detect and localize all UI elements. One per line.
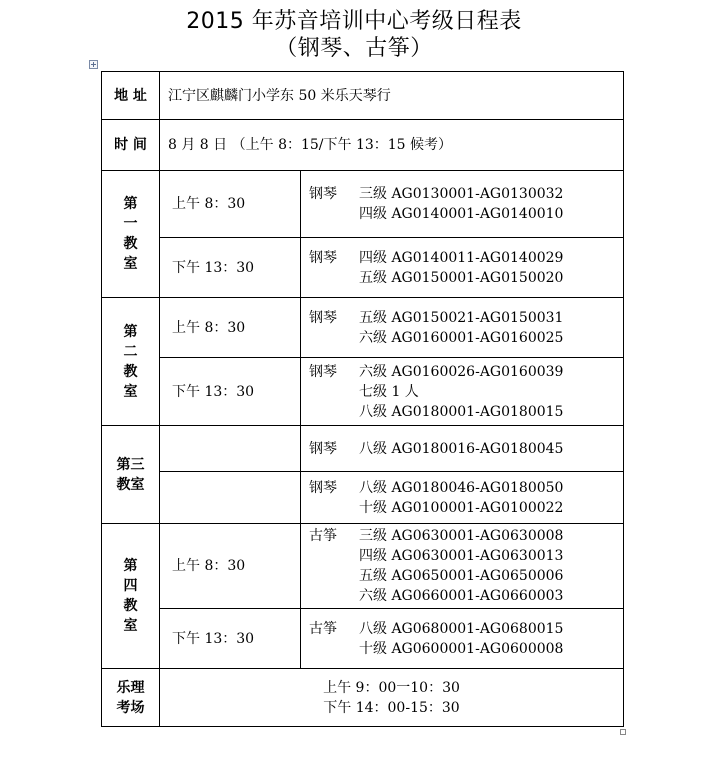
time-slot: 下午 13：30: [160, 358, 301, 426]
title-line-1: 2015 年苏音培训中心考级日程表: [186, 9, 522, 34]
instrument-label: 钢琴: [309, 363, 337, 380]
room-1-name: 第 一 教 室: [102, 171, 160, 298]
room-3-name: 第三 教室: [102, 426, 160, 524]
exam-entries: 钢琴 八级 AG0180046-AG0180050 十级 AG0100001-AG0100022: [301, 472, 624, 524]
theory-room-name: 乐理 考场: [102, 669, 160, 727]
table-row: [102, 472, 624, 524]
time-slot: 下午 13：30: [160, 238, 301, 298]
document-title: [0, 8, 708, 62]
exam-entries: 古筝 三级 AG0630001-AG0630008 四级 AG0630001-AG0630013 五级 AG0650001-AG0650006 六级 AG0660001-AG0660003: [301, 524, 624, 609]
table-row: [102, 524, 624, 609]
time-value: 8 月 8 日 （上午 8：15/下午 13：15 候考）: [160, 120, 624, 171]
table-move-handle-icon[interactable]: [89, 60, 98, 69]
time-slot: 上午 8：30: [160, 171, 301, 238]
title-line-2: （钢琴、古筝）: [275, 36, 433, 61]
address-label: 地 址: [102, 72, 160, 120]
table-row: [102, 358, 624, 426]
exam-entries: 钢琴 四级 AG0140011-AG0140029 五级 AG0150001-AG0150020: [301, 238, 624, 298]
room-4-name: 第 四 教 室: [102, 524, 160, 669]
time-slot: 下午 13：30: [160, 609, 301, 669]
time-slot: [160, 472, 301, 524]
table-row: [102, 171, 624, 238]
address-value: 江宁区麒麟门小学东 50 米乐天琴行: [160, 72, 624, 120]
schedule-table: [101, 71, 624, 727]
table-row: [102, 609, 624, 669]
instrument-label: 古筝: [309, 620, 337, 637]
table-row: [102, 238, 624, 298]
table-row: [102, 426, 624, 472]
table-resize-handle-icon[interactable]: [620, 729, 626, 735]
exam-entries: 钢琴 五级 AG0150021-AG0150031 六级 AG0160001-AG0160025: [301, 298, 624, 358]
exam-entries: 钢琴 八级 AG0180016-AG0180045: [301, 426, 624, 472]
exam-entries: 钢琴 六级 AG0160026-AG0160039 七级 1 人 八级 AG0180001-AG0180015: [301, 358, 624, 426]
exam-entries: 古筝 八级 AG0680001-AG0680015 十级 AG0600001-AG0600008: [301, 609, 624, 669]
room-2-name: 第 二 教 室: [102, 298, 160, 426]
instrument-label: 钢琴: [309, 440, 337, 457]
time-label: 时 间: [102, 120, 160, 171]
time-slot: [160, 426, 301, 472]
instrument-label: 钢琴: [309, 249, 337, 266]
time-slot: 上午 8：30: [160, 524, 301, 609]
instrument-label: 钢琴: [309, 186, 337, 202]
table-row-address: [102, 72, 624, 120]
theory-times: 上午 9：00一10：30 下午 14：00-15：30: [160, 669, 624, 727]
table-row-theory: [102, 669, 624, 727]
exam-entries: 钢琴 三级 AG0130001-AG0130032 四级 AG0140001-AG0140010: [301, 171, 624, 238]
time-slot: 上午 8：30: [160, 298, 301, 358]
instrument-label: 钢琴: [309, 479, 337, 496]
table-row-time: [102, 120, 624, 171]
table-row: [102, 298, 624, 358]
instrument-label: 钢琴: [309, 309, 337, 326]
instrument-label: 古筝: [309, 528, 337, 544]
